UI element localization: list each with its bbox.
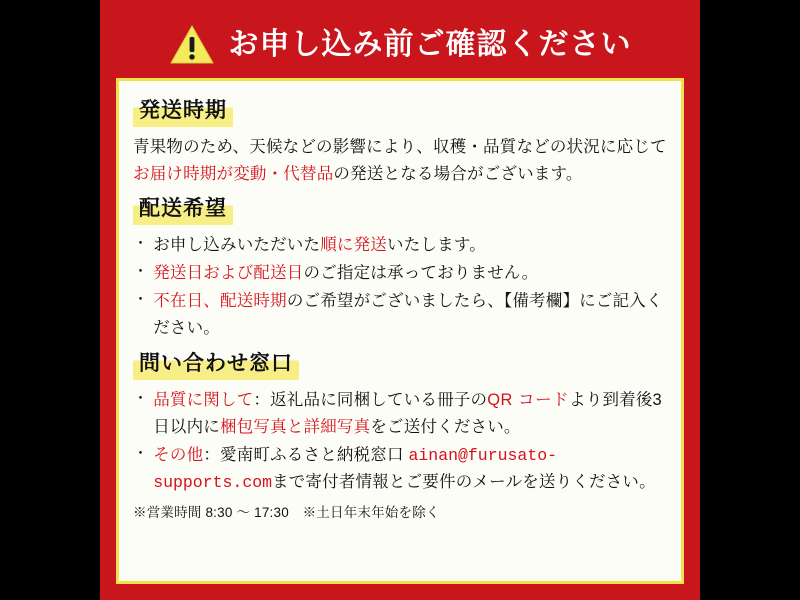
list-item	[133, 387, 667, 440]
text-part: の発送となる場合がございます。	[333, 164, 583, 183]
bullet-dot-icon: ・	[133, 235, 149, 253]
text-part-emphasis: 順に発送	[320, 236, 388, 255]
text-part-emphasis: 不在日、配送時期	[153, 291, 287, 310]
text-part-emphasis: お届け時期が変動・代替品	[133, 164, 334, 183]
contact-list	[133, 387, 667, 497]
warning-triangle-icon	[169, 24, 215, 66]
text-part-emphasis: 梱包写真と詳細写真	[220, 418, 371, 437]
business-hours-note: ※営業時間 8:30 〜 17:30 ※土日年末年始を除く	[133, 505, 440, 521]
text-part: お申し込みいただいた	[153, 236, 321, 255]
list-item-text	[153, 232, 667, 259]
list-item	[133, 288, 667, 341]
list-item	[133, 442, 667, 497]
text-part: まで寄付者情報とご要件のメールを送りください。	[272, 473, 656, 492]
section-heading: 問い合わせ窓口	[133, 346, 299, 380]
bullet-dot-icon: ・	[133, 390, 149, 408]
text-part: をご送付ください。	[370, 418, 521, 437]
list-item-text	[153, 260, 667, 287]
list-item	[133, 232, 667, 259]
notice-poster	[100, 0, 700, 600]
section-heading: 配送希望	[133, 191, 233, 225]
section-heading: 発送時期	[133, 93, 233, 127]
text-part: 青果物のため、天候などの影響により、収穫・品質などの状況に応じて	[133, 138, 667, 156]
text-part: いたします。	[387, 236, 486, 255]
section-shipping-period	[133, 93, 667, 187]
bullet-dot-icon: ・	[133, 263, 149, 281]
text-part-emphasis: その他	[153, 445, 204, 464]
qr-code-label: QR コード	[487, 391, 570, 410]
text-part: のご希望がございましたら、【備考欄】にご記入ください。	[153, 291, 663, 337]
text-part: のご指定は承っておりません。	[303, 264, 539, 283]
bullet-dot-icon: ・	[133, 444, 149, 462]
poster-header	[112, 14, 688, 76]
bullet-dot-icon: ・	[133, 290, 149, 308]
section-delivery-request	[133, 191, 667, 342]
list-item-text	[153, 387, 667, 440]
notice-card	[116, 78, 684, 584]
text-part-emphasis: 品質に関して	[153, 391, 254, 410]
text-part: ：愛南町ふるさと納税窓口	[203, 445, 409, 464]
section-contact-desk	[133, 346, 667, 521]
contact-email[interactable]: ainan@furusato-supports.com	[153, 445, 558, 493]
text-part-emphasis: 発送日および配送日	[153, 264, 304, 283]
list-item	[133, 260, 667, 287]
text-part: より到着後3日以内に	[153, 391, 662, 437]
list-item-text	[153, 442, 667, 497]
delivery-request-list	[133, 232, 667, 341]
list-item-text	[153, 288, 667, 341]
text-part: ：返礼品に同梱している冊子の	[253, 391, 488, 410]
section-paragraph	[133, 134, 667, 187]
page-title: お申し込み前ご確認ください	[228, 28, 632, 61]
